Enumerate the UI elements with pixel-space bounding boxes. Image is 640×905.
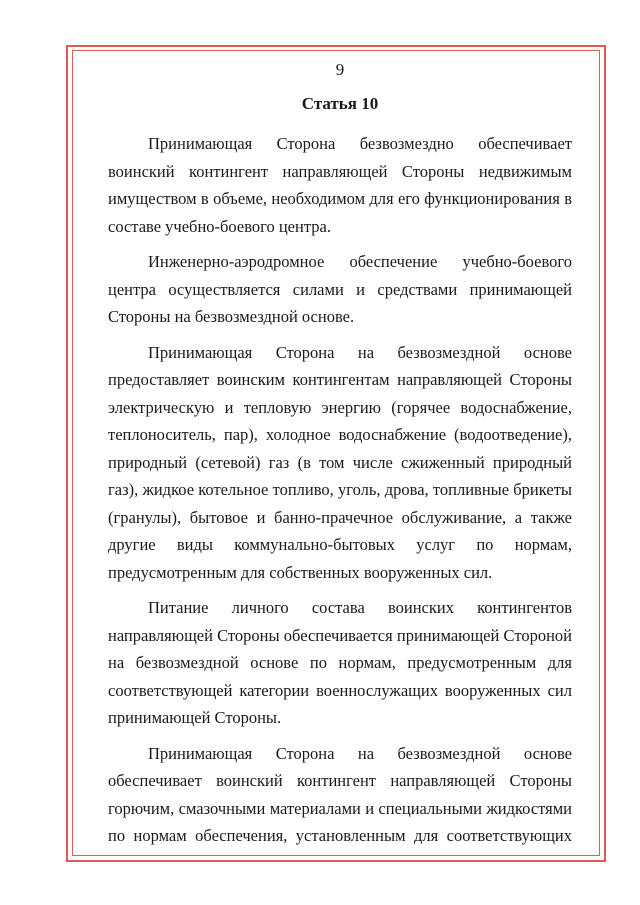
paragraph-2: Инженерно-аэродромное обеспечение учебно-боевого центра осуществляется силами и средствами принимающей Стороны на безвозмездной основе. [108, 252, 572, 326]
article-title: Статья 10 [301, 94, 379, 113]
page-number: 9 [335, 60, 345, 79]
paragraph-5: Принимающая Сторона на безвозмездной основе обеспечивает воинский контингент направляющей Стороны горючим, смазочными материалами и специальными жидкостями по нормам обеспечения, установленным для соответствующих [108, 743, 572, 845]
paragraph-1: Принимающая Сторона безвозмездно обеспечивает воинский контингент направляющей Стороны недвижимым имуществом в объеме, необходимом для его функционирования в составе учебно-боевого центра. [108, 134, 572, 236]
page-content [108, 60, 572, 858]
paragraph-3: Принимающая Сторона на безвозмездной основе предоставляет воинским контингентам направляющей Стороны электрическую и тепловую энергию (горячее водоснабжение, теплоноситель, пар), холодное водоснабжение (водоотведение), природный (сетевой) газ (в том числе сжиженный природный газ), жидкое котельное топливо, уголь, дрова, топливные брикеты (гранулы), бытовое и банно-прачечное обслуживание, а также другие виды коммунально-бытовых услуг по нормам, предусмотренным для собственных вооруженных сил. [108, 342, 572, 582]
paragraph-4: Питание личного состава воинских контингентов направляющей Стороны обеспечивается принимающей Стороной на безвозмездной основе по нормам, предусмотренным для соответствующей категории военнослужащих вооруженных сил принимающей Стороны. [108, 598, 572, 727]
